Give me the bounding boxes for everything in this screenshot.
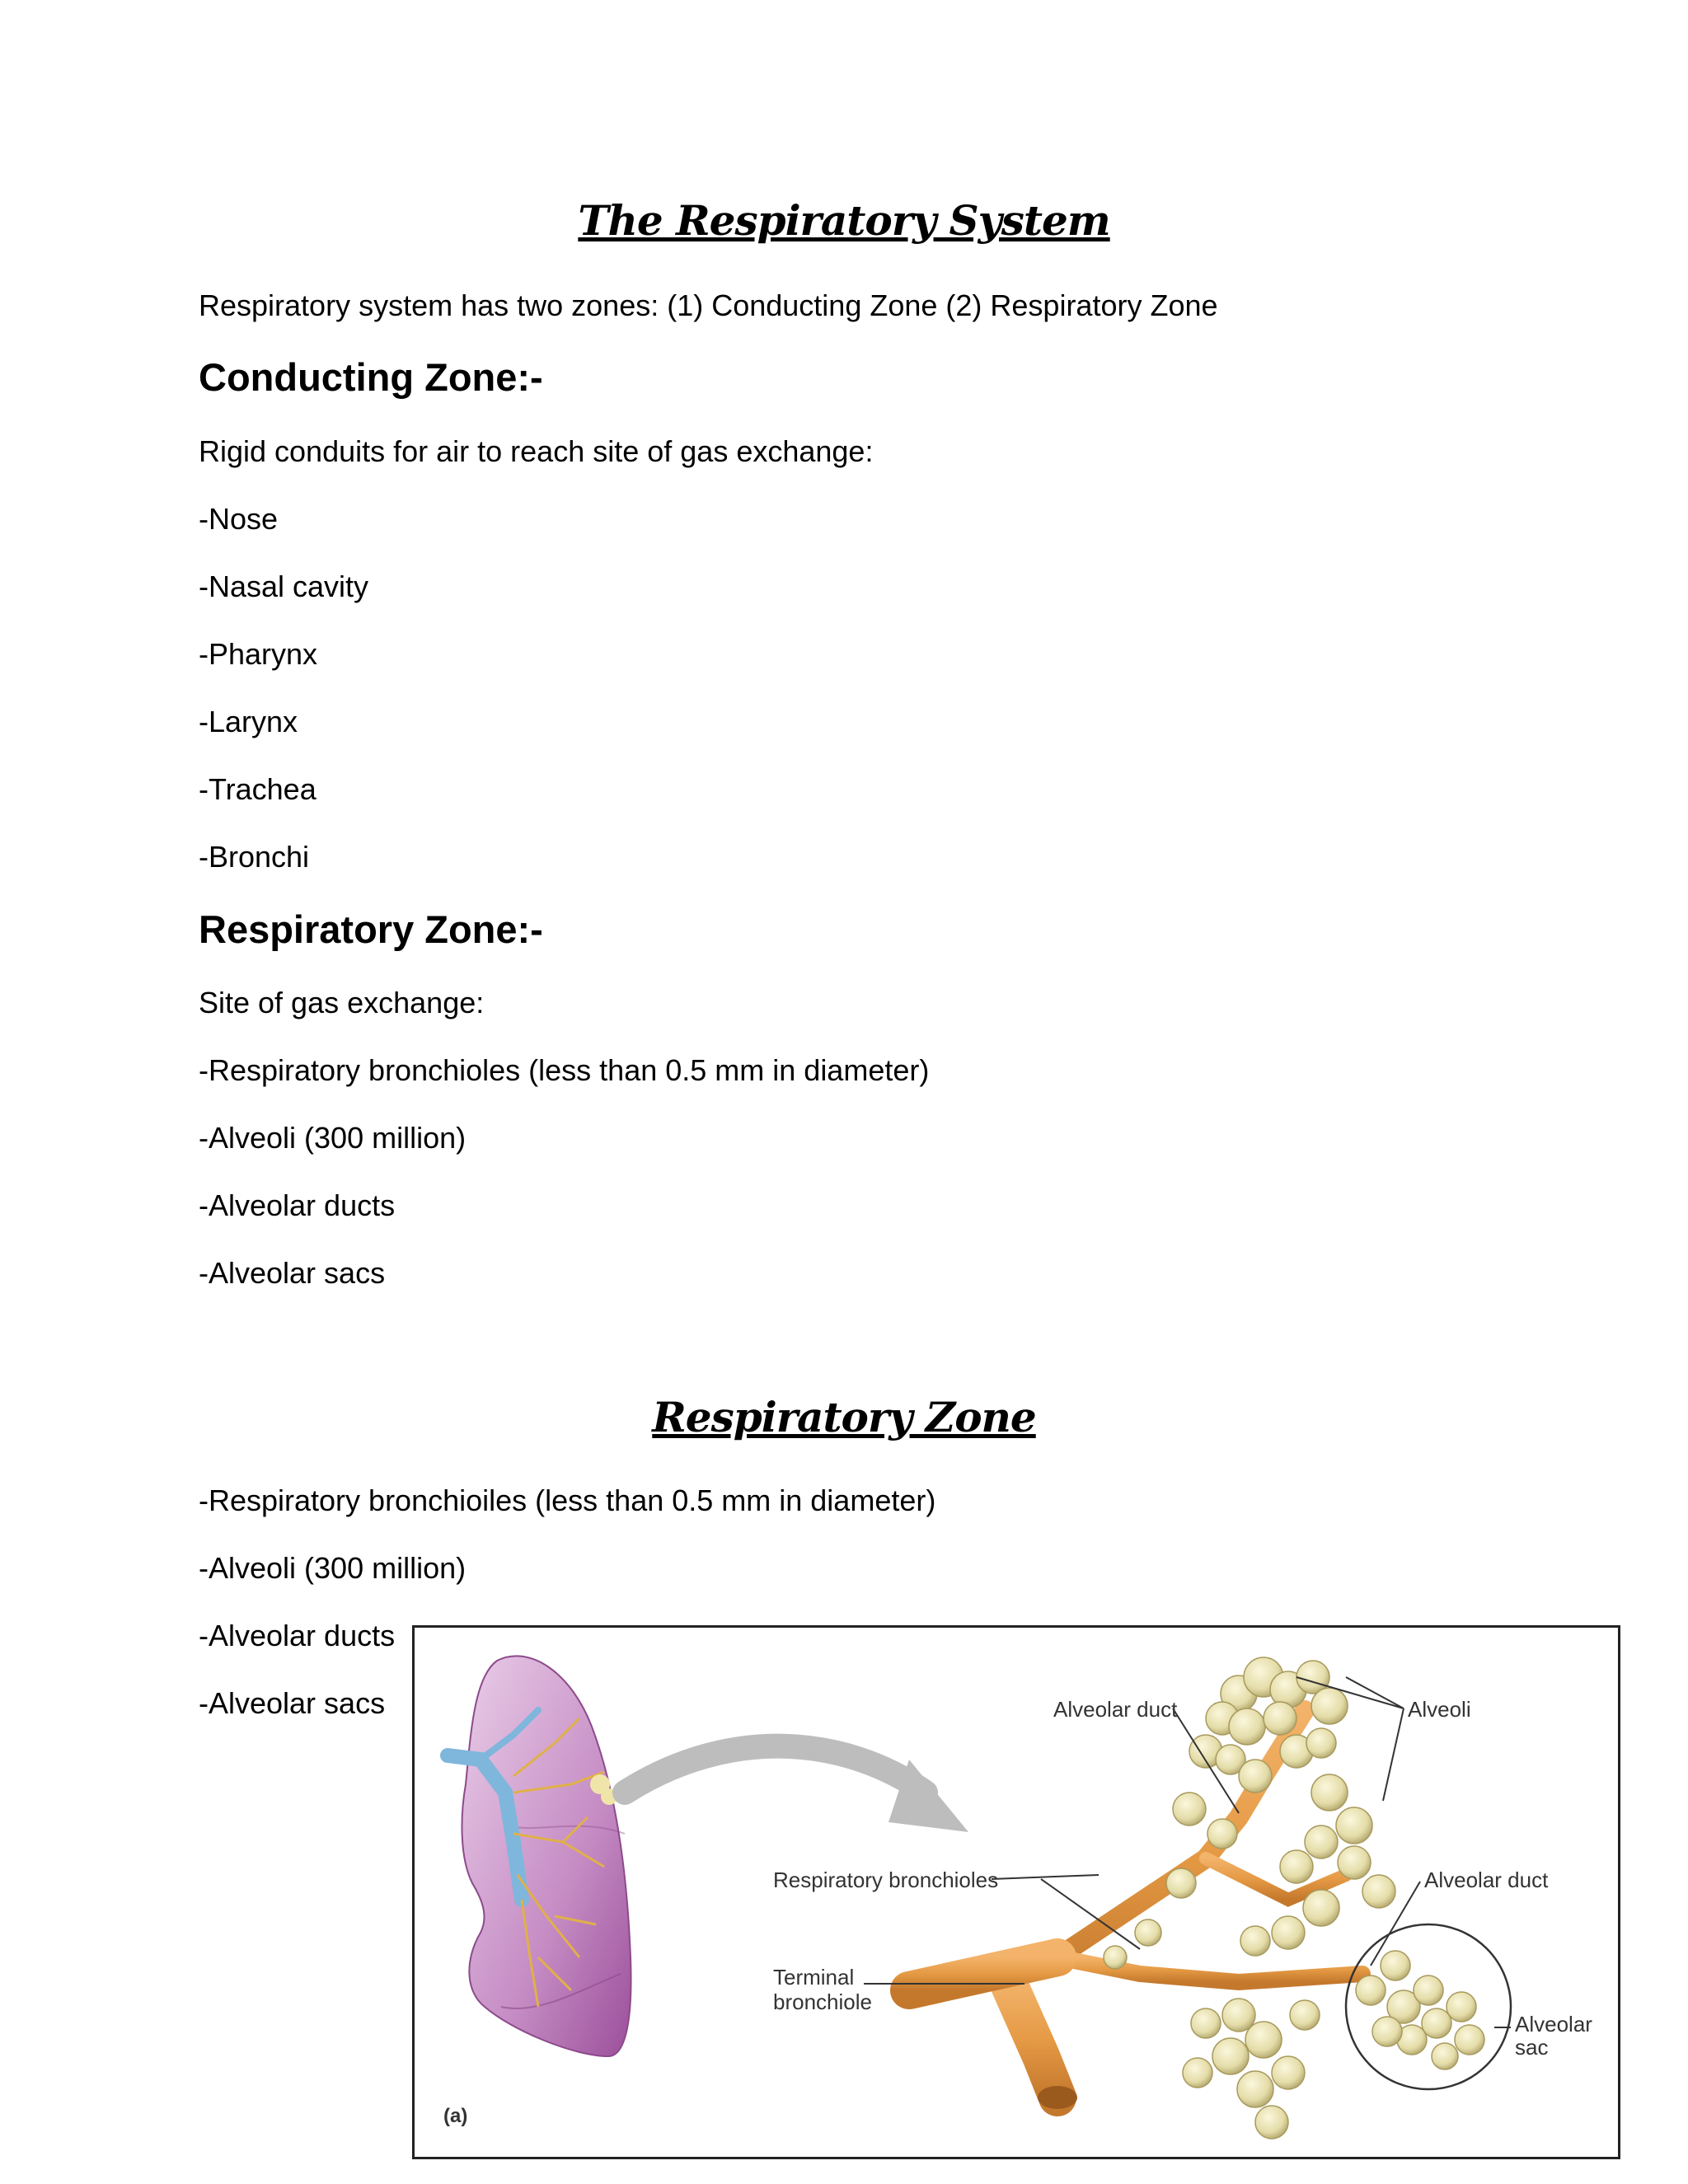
conducting-zone-heading: Conducting Zone:-: [199, 355, 543, 399]
list-item: -Larynx: [199, 705, 298, 738]
list-item: -Nose: [199, 502, 279, 536]
lung-icon: [448, 1656, 631, 2056]
respiratory-zone-heading: Respiratory Zone:-: [199, 907, 543, 951]
list-item: -Respiratory bronchioles (less than 0.5 mm in diameter): [199, 1053, 930, 1087]
page-title: The Respiratory System: [578, 196, 1110, 245]
label-alveolar-duct: Alveolar duct: [1053, 1697, 1178, 1722]
label-alveolar-duct: Alveolar duct: [1424, 1868, 1549, 1892]
respiratory-zone-lead: Site of gas exchange:: [199, 986, 485, 1019]
section-title: Respiratory Zone: [652, 1393, 1036, 1441]
alveolar-sac-outline: [1346, 1924, 1511, 2089]
list-item: -Nasal cavity: [199, 569, 369, 603]
list-item: -Alveolar sacs: [199, 1256, 386, 1290]
list-item: -Alveolar sacs: [199, 1686, 386, 1720]
label-terminal-bronchiole: bronchiole: [773, 1990, 872, 2014]
figure-illustration: [415, 1628, 1618, 2157]
list-item: -Alveoli (300 million): [199, 1121, 467, 1155]
label-alveoli: Alveoli: [1408, 1697, 1471, 1722]
list-item: -Trachea: [199, 772, 316, 806]
label-terminal-bronchiole: Terminal: [773, 1965, 855, 1990]
list-item: -Alveolar ducts: [199, 1188, 396, 1222]
intro-text: Respiratory system has two zones: (1) Conducting Zone (2) Respiratory Zone: [199, 288, 1218, 322]
list-item: -Alveolar ducts: [199, 1619, 396, 1652]
label-alveolar-sac: sac: [1515, 2035, 1549, 2060]
panel-label: (a): [443, 2105, 468, 2127]
label-respiratory-bronchioles: Respiratory bronchioles: [773, 1868, 999, 1892]
list-item: -Pharynx: [199, 637, 318, 671]
label-alveolar-sac: Alveolar: [1515, 2012, 1592, 2036]
list-item: -Respiratory bronchioiles (less than 0.5 mm in diameter): [199, 1483, 936, 1517]
list-item: -Bronchi: [199, 840, 310, 874]
conducting-zone-lead: Rigid conduits for air to reach site of gas exchange:: [199, 434, 874, 468]
respiratory-zone-figure: [412, 1625, 1620, 2159]
list-item: -Alveoli (300 million): [199, 1551, 467, 1585]
